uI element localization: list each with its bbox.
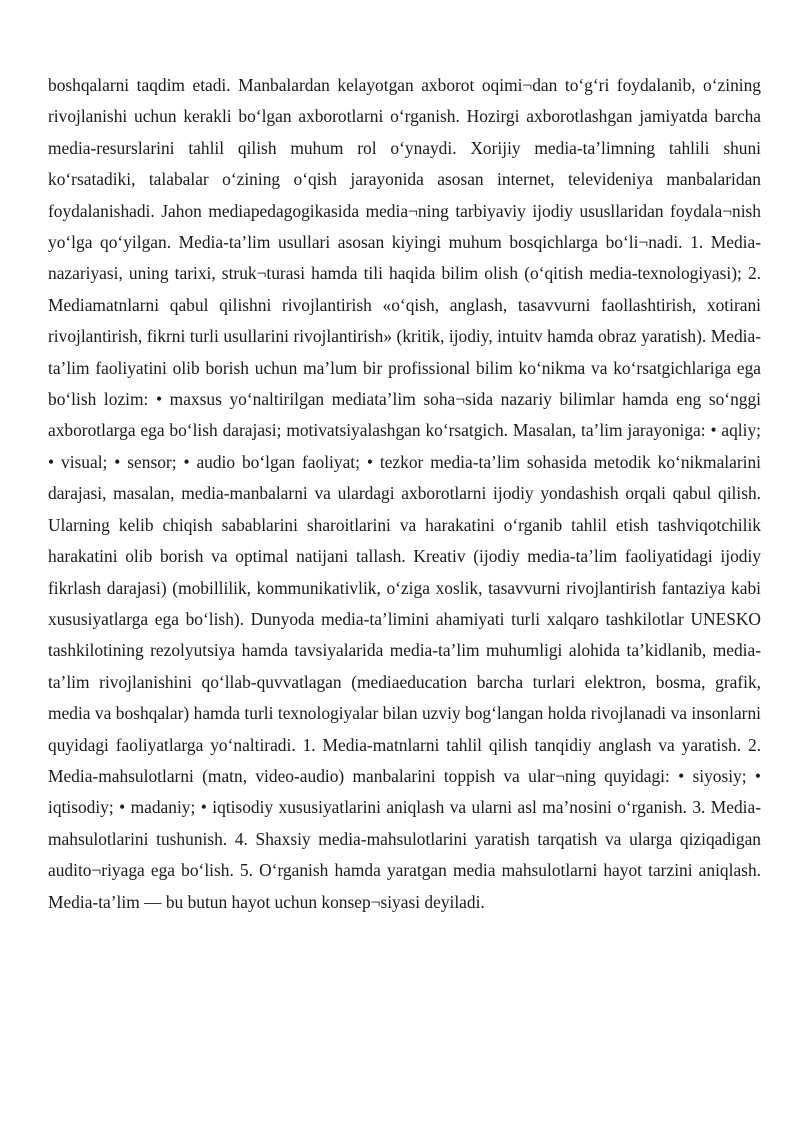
body-paragraph: boshqalarni taqdim etadi. Manbalardan kelayotgan axborot oqimi¬dan to‘g‘ri foydalanib, o‘zining rivojlanishi uchun kerakli bo‘lgan axborotlarni o‘rganish. Hozirgi axborotlashgan jamiyatda barcha media-resurslarini tahlil qilish muhum rol o‘ynaydi. Xorijiy media-ta’limning tahlili shuni ko‘rsatadiki, talabalar o‘zining o‘qish jarayonida asosan internet, televideniya manbalaridan foydalanishadi. Jahon mediapedagogikasida media¬ning tarbiyaviy ijodiy ususllaridan foydala¬nish yo‘lga qo‘yilgan. Media-ta’lim usullari asosan kiyingi muhum bosqichlarga bo‘li¬nadi. 1. Media-nazariyasi, uning tarixi, struk¬turasi hamda tili haqida bilim olish (o‘qitish media-texnologiyasi); 2. Mediamatnlarni qabul qilishni rivojlantirish «o‘qish, anglash, tasavvurni faollashtirish, xotirani rivojlantirish, fikrni turli usullarini rivojlantirish» (kritik, ijodiy, intuitv hamda obraz yaratish). Media-ta’lim faoliyatini olib borish uchun ma’lum bir profissional bilim ko‘nikma va ko‘rsatgichlariga ega bo‘lish lozim: • maxsus yo‘naltirilgan mediata’lim soha¬sida nazariy bilimlar hamda eng so‘nggi axborotlarga ega bo‘lish darajasi; motivatsiyalashgan ko‘rsatgich. Masalan, ta’lim jarayoniga: • aqliy; • visual; • sensor; • audio bo‘lgan faoliyat; • tezkor media-ta’lim sohasida metodik ko‘nikmalarini darajasi, masalan, media-manbalarni va ulardagi axborotlarni ijodiy yondashish orqali qabul qilish. Ularning kelib chiqish sabablarini sharoitlarini va harakatini o‘rganib tahlil etish tashviqotchilik harakatini olib borish va optimal natijani tallash. Kreativ (ijodiy media-ta’lim faoliyatidagi ijodiy fikrlash darajasi) (mobillilik, kommunikativlik, o‘ziga xoslik, tasavvurni rivojlantirish fantaziya kabi xususiyatlarga ega bo‘lish). Dunyoda media-ta’limini ahamiyati turli xalqaro tashkilotlar UNESKO tashkilotining rezolyutsiya hamda tavsiyalarida media-ta’lim muhumligi alohida ta’kidlanib, media-ta’lim rivojlanishini qo‘llab-quvvatlagan (mediaeducation barcha turlari elektron, bosma, grafik, media va boshqalar) hamda turli texnologiyalar bilan uzviy bog‘langan holda rivojlanadi va insonlarni quyidagi faoliyatlarga yo‘naltiradi. 1. Media-matnlarni tahlil qilish tanqidiy anglash va yaratish. 2. Media-mahsulotlarni (matn, video-audio) manbalarini toppish va ular¬ning quyidagi: • siyosiy; • iqtisodiy; • madaniy; • iqtisodiy xususiyatlarini aniqlash va ularni asl ma’nosini o‘rganish. 3. Media-mahsulotlarini tushunish. 4. Shaxsiy media-mahsulotlarini yaratish tarqatish va ularga qiziqadigan audito¬riyaga ega bo‘lish. 5. O‘rganish hamda yaratgan media mahsulotlarni hayot tarzini aniqlash. Media-ta’lim — bu butun hayot uchun konsep¬siyasi deyiladi. [48,75,761,912]
document-page [48,70,761,918]
